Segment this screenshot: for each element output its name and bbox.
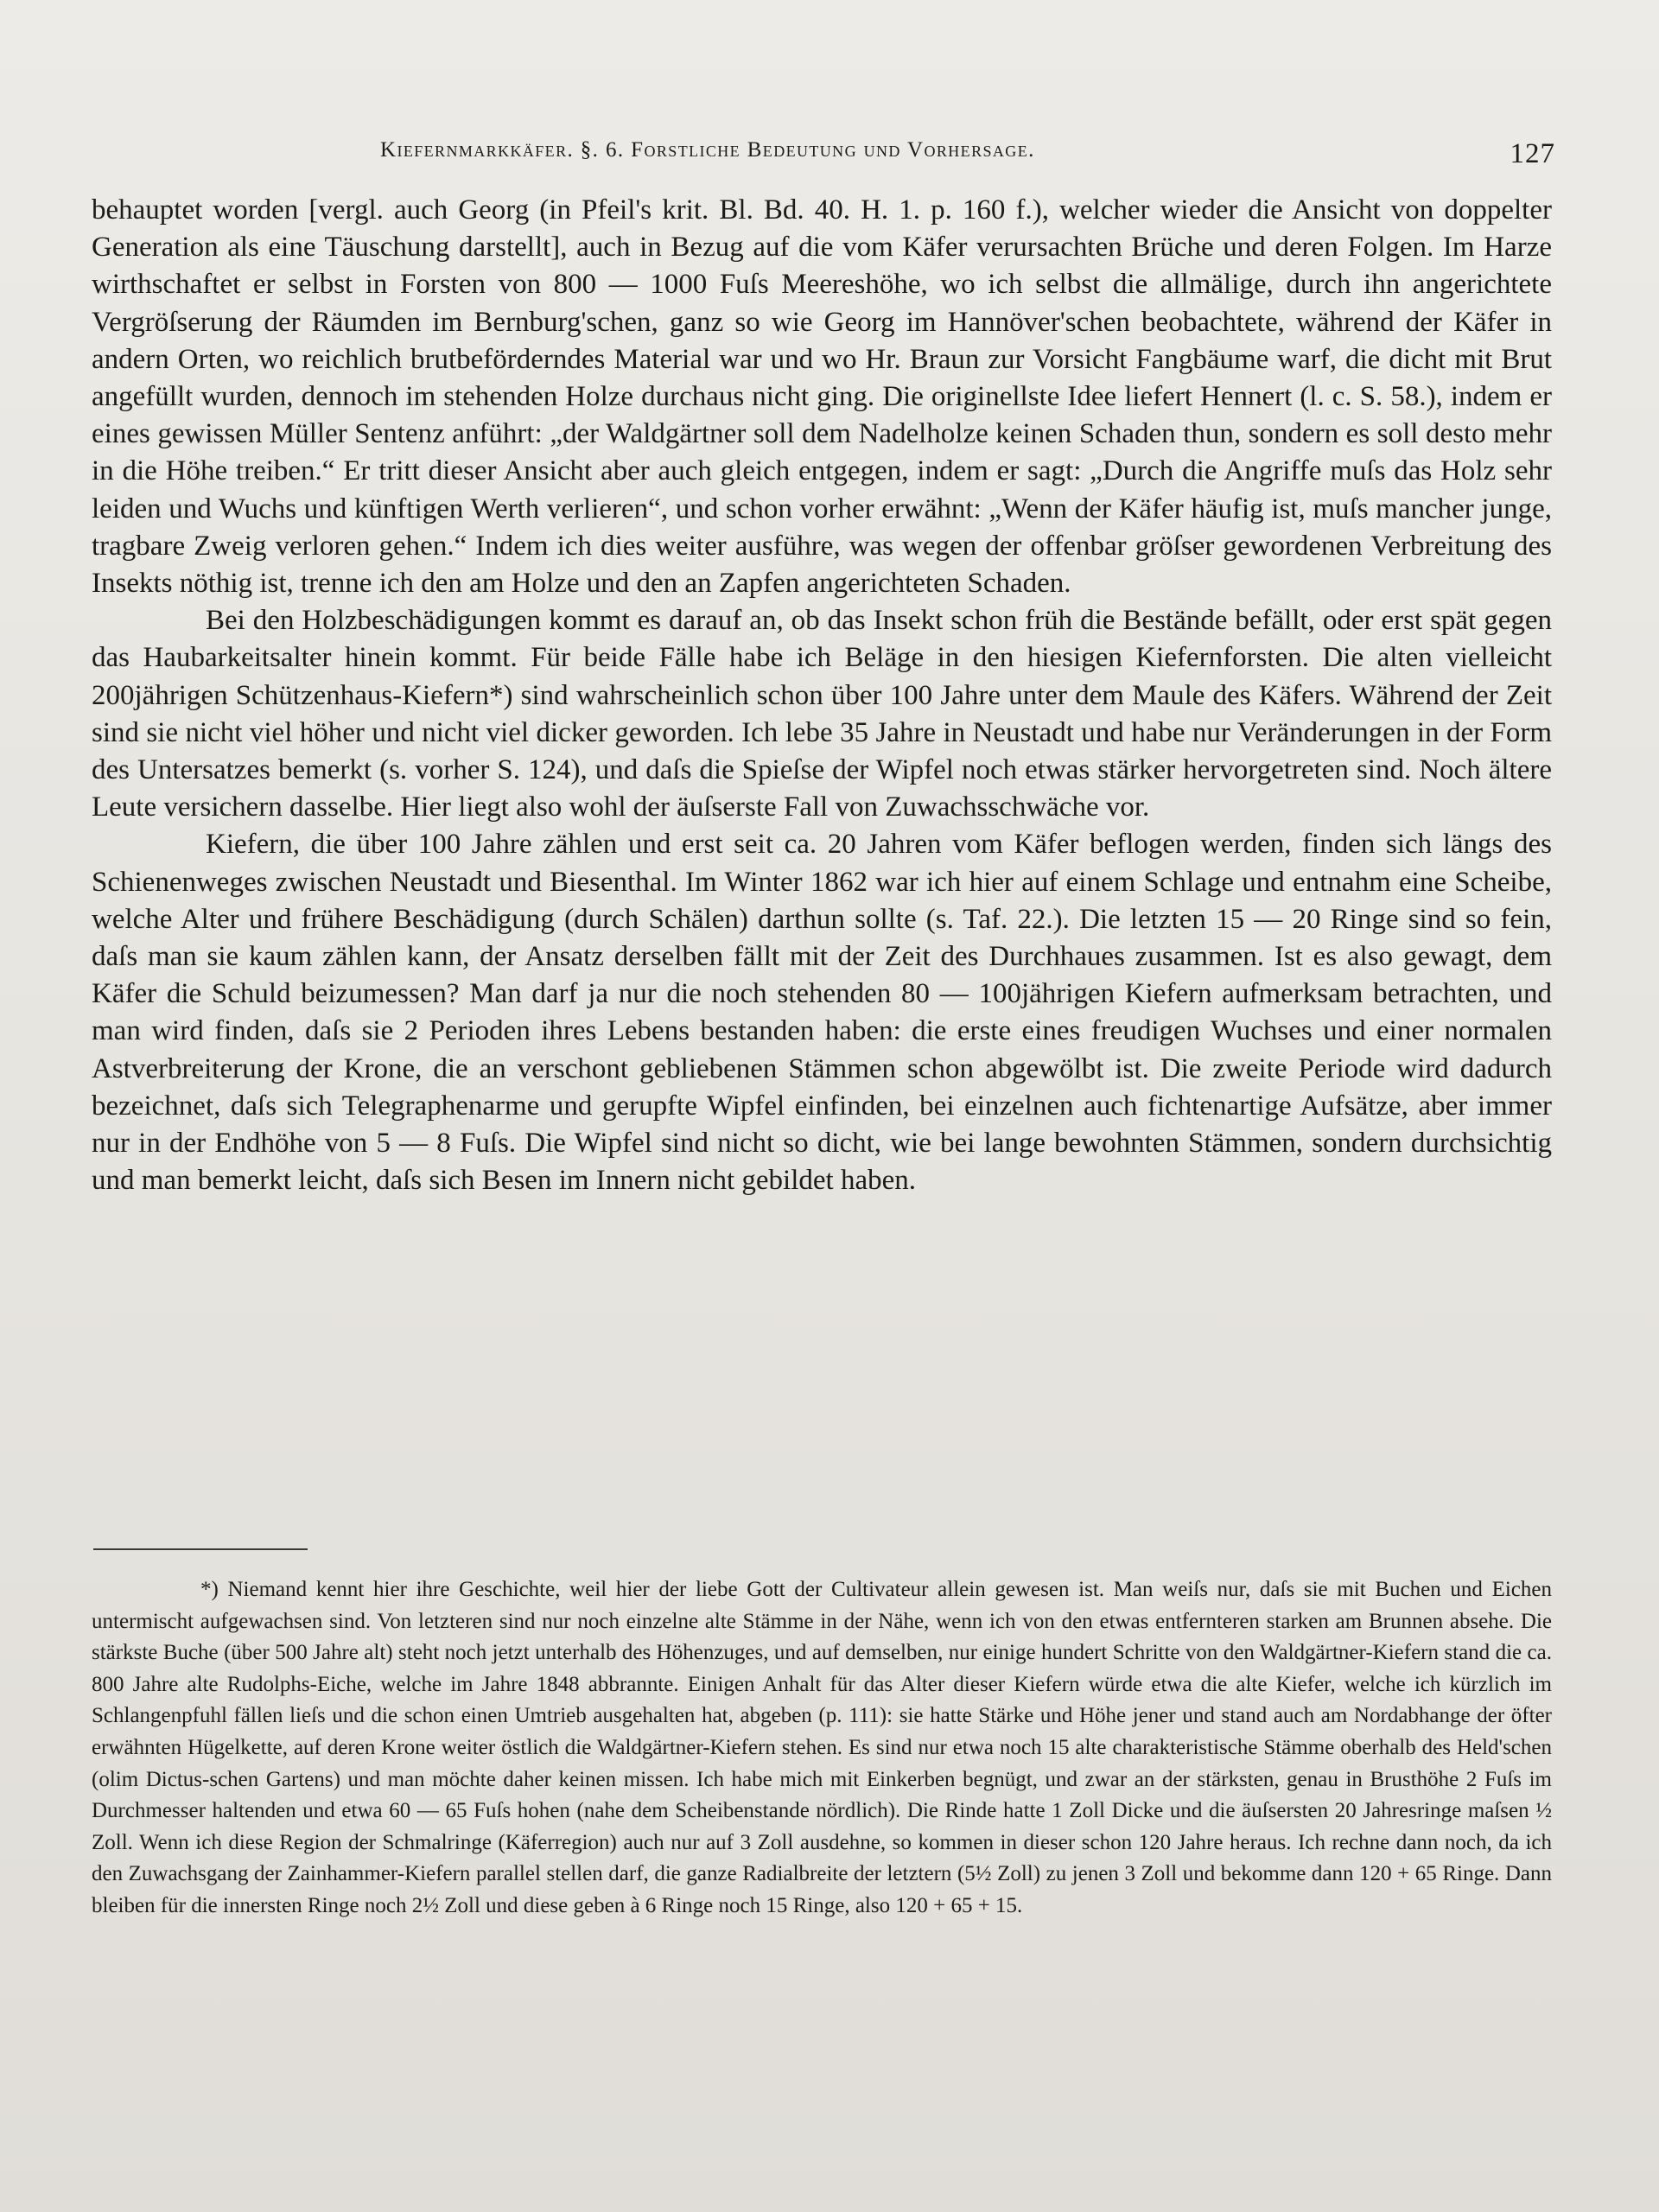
page-number: 127 <box>1510 138 1555 169</box>
footnote <box>92 1574 1552 1923</box>
running-title: Kiefernmarkkäfer. §. 6. Forstliche Bedeutung und Vorhersage. <box>380 138 1035 162</box>
paragraph-3: Kiefern, die über 100 Jahre zählen und erst seit ca. 20 Jahren vom Käfer beflogen werden, finden sich längs des Schienenweges zwischen Neustadt und Biesenthal. Im Winter 1862 war ich hier auf einem Schlage und entnahm eine Scheibe, welche Alter und frühere Beschädigung (durch Schälen) darthun sollte (s. Taf. 22.). Die letzten 15 — 20 Ringe sind so fein, daſs man sie kaum zählen kann, der Ansatz derselben fällt mit der Zeit des Durchhaues zusammen. Ist es also gewagt, dem Käfer die Schuld beizumessen? Man darf ja nur die noch stehenden 80 — 100jährigen Kiefern aufmerksam betrachten, und man wird finden, daſs sie 2 Perioden ihres Lebens bestanden haben: die erste eines freudigen Wuchses und einer normalen Astverbreiterung der Krone, die an verschont gebliebenen Stämmen schon abgewölbt ist. Die zweite Periode wird dadurch bezeichnet, daſs sich Telegraphenarme und gerupfte Wipfel einfinden, bei einzelnen auch fichtenartige Aufsätze, aber immer nur in der Endhöhe von 5 — 8 Fuſs. Die Wipfel sind nicht so dicht, wie bei lange bewohnten Stämmen, sondern durchsichtig und man bemerkt leicht, daſs sich Besen im Innern nicht gebildet haben. <box>92 829 1552 1197</box>
page-header <box>380 138 1555 181</box>
footnote-divider <box>93 1548 308 1550</box>
paragraph-2: Bei den Holzbeschädigungen kommt es darauf an, ob das Insekt schon früh die Bestände befällt, oder erst spät gegen das Haubarkeitsalter hinein kommt. Für beide Fälle habe ich Beläge in den hiesigen Kiefernforsten. Die alten vielleicht 200jährigen Schützenhaus-Kiefern*) sind wahrscheinlich schon über 100 Jahre unter dem Maule des Käfers. Während der Zeit sind sie nicht viel höher und nicht viel dicker geworden. Ich lebe 35 Jahre in Neustadt und habe nur Veränderungen in der Form des Untersatzes bemerkt (s. vorher S. 124), und daſs die Spieſse der Wipfel noch etwas stärker hervorgetreten sind. Noch ältere Leute versichern dasselbe. Hier liegt also wohl der äuſserste Fall von Zuwachsschwäche vor. <box>92 605 1552 823</box>
body-text <box>92 192 1552 1199</box>
footnote-text: *) Niemand kennt hier ihre Geschichte, weil hier der liebe Gott der Cultivateur allein gewesen ist. Man weiſs nur, daſs sie mit Buchen und Eichen untermischt aufgewachsen sind. Von letzteren sind nur noch einzelne alte Stämme in der Nähe, wenn ich von den etwas entfernteren starken am Brunnen absehe. Die stärkste Buche (über 500 Jahre alt) steht noch jetzt unterhalb des Höhenzuges, und auf demselben, nur einige hundert Schritte von den Waldgärtner-Kiefern stand die ca. 800 Jahre alte Rudolphs-Eiche, welche im Jahre 1848 abbrannte. Einigen Anhalt für das Alter dieser Kiefern würde etwa die alte Kiefer, welche ich kürzlich im Schlangenpfuhl fällen lieſs und die schon einen Umtrieb ausgehalten hat, abgeben (p. 111): sie hatte Stärke und Höhe jener und stand auch am Nordabhange der öfter erwähnten Hügelkette, auf deren Krone weiter östlich die Waldgärtner-Kiefern stehen. Es sind nur etwa noch 15 alte charakteristische Stämme oberhalb des Held'schen (olim Dictus-schen Gartens) und man möchte daher keinen missen. Ich habe mich mit Einkerben begnügt, und zwar an der stärksten, genau in Brusthöhe 2 Fuſs im Durchmesser haltenden und etwa 60 — 65 Fuſs hohen (nahe dem Scheibenstande nördlich). Die Rinde hatte 1 Zoll Dicke und die äuſsersten 20 Jahresringe maſsen ½ Zoll. Wenn ich diese Region der Schmalringe (Käferregion) auch nur auf 3 Zoll ausdehne, so kommen in dieser schon 120 Jahre heraus. Ich rechne dann noch, da ich den Zuwachsgang der Zainhammer-Kiefern parallel stellen darf, die ganze Radialbreite der letztern (5½ Zoll) zu jenen 3 Zoll und bekomme dann 120 + 65 Ringe. Dann bleiben für die innersten Ringe noch 2½ Zoll und diese geben à 6 Ringe noch 15 Ringe, also 120 + 65 + 15. <box>92 1578 1552 1917</box>
paragraph-1: behauptet worden [vergl. auch Georg (in Pfeil's krit. Bl. Bd. 40. H. 1. p. 160 f.), welcher wieder die Ansicht von doppelter Generation als eine Täuschung darstellt], auch in Bezug auf die vom Käfer verursachten Brüche und deren Folgen. Im Harze wirthschaftet er selbst in Forsten von 800 — 1000 Fuſs Meereshöhe, wo ich selbst die allmälige, durch ihn angerichtete Vergröſserung der Räumden im Bernburg'schen, ganz so wie Georg im Hannöver'schen beobachtete, während der Käfer in andern Orten, wo reichlich brutbeförderndes Material war und wo Hr. Braun zur Vorsicht Fangbäume warf, die dicht mit Brut angefüllt wurden, dennoch im stehenden Holze durchaus nicht ging. Die originellste Idee liefert Hennert (l. c. S. 58.), indem er eines gewissen Müller Sentenz anführt: „der Waldgärtner soll dem Nadelholze keinen Schaden thun, sondern es soll desto mehr in die Höhe treiben.“ Er tritt dieser Ansicht aber auch gleich entgegen, indem er sagt: „Durch die Angriffe muſs das Holz sehr leiden und Wuchs und künftigen Werth verlieren“, und schon vorher erwähnt: „Wenn der Käfer häufig ist, muſs mancher junge, tragbare Zweig verloren gehen.“ Indem ich dies weiter ausführe, was wegen der offenbar gröſser gewordenen Verbreitung des Insekts nöthig ist, trenne ich den am Holze und den an Zapfen angerichteten Schaden. <box>92 194 1552 600</box>
